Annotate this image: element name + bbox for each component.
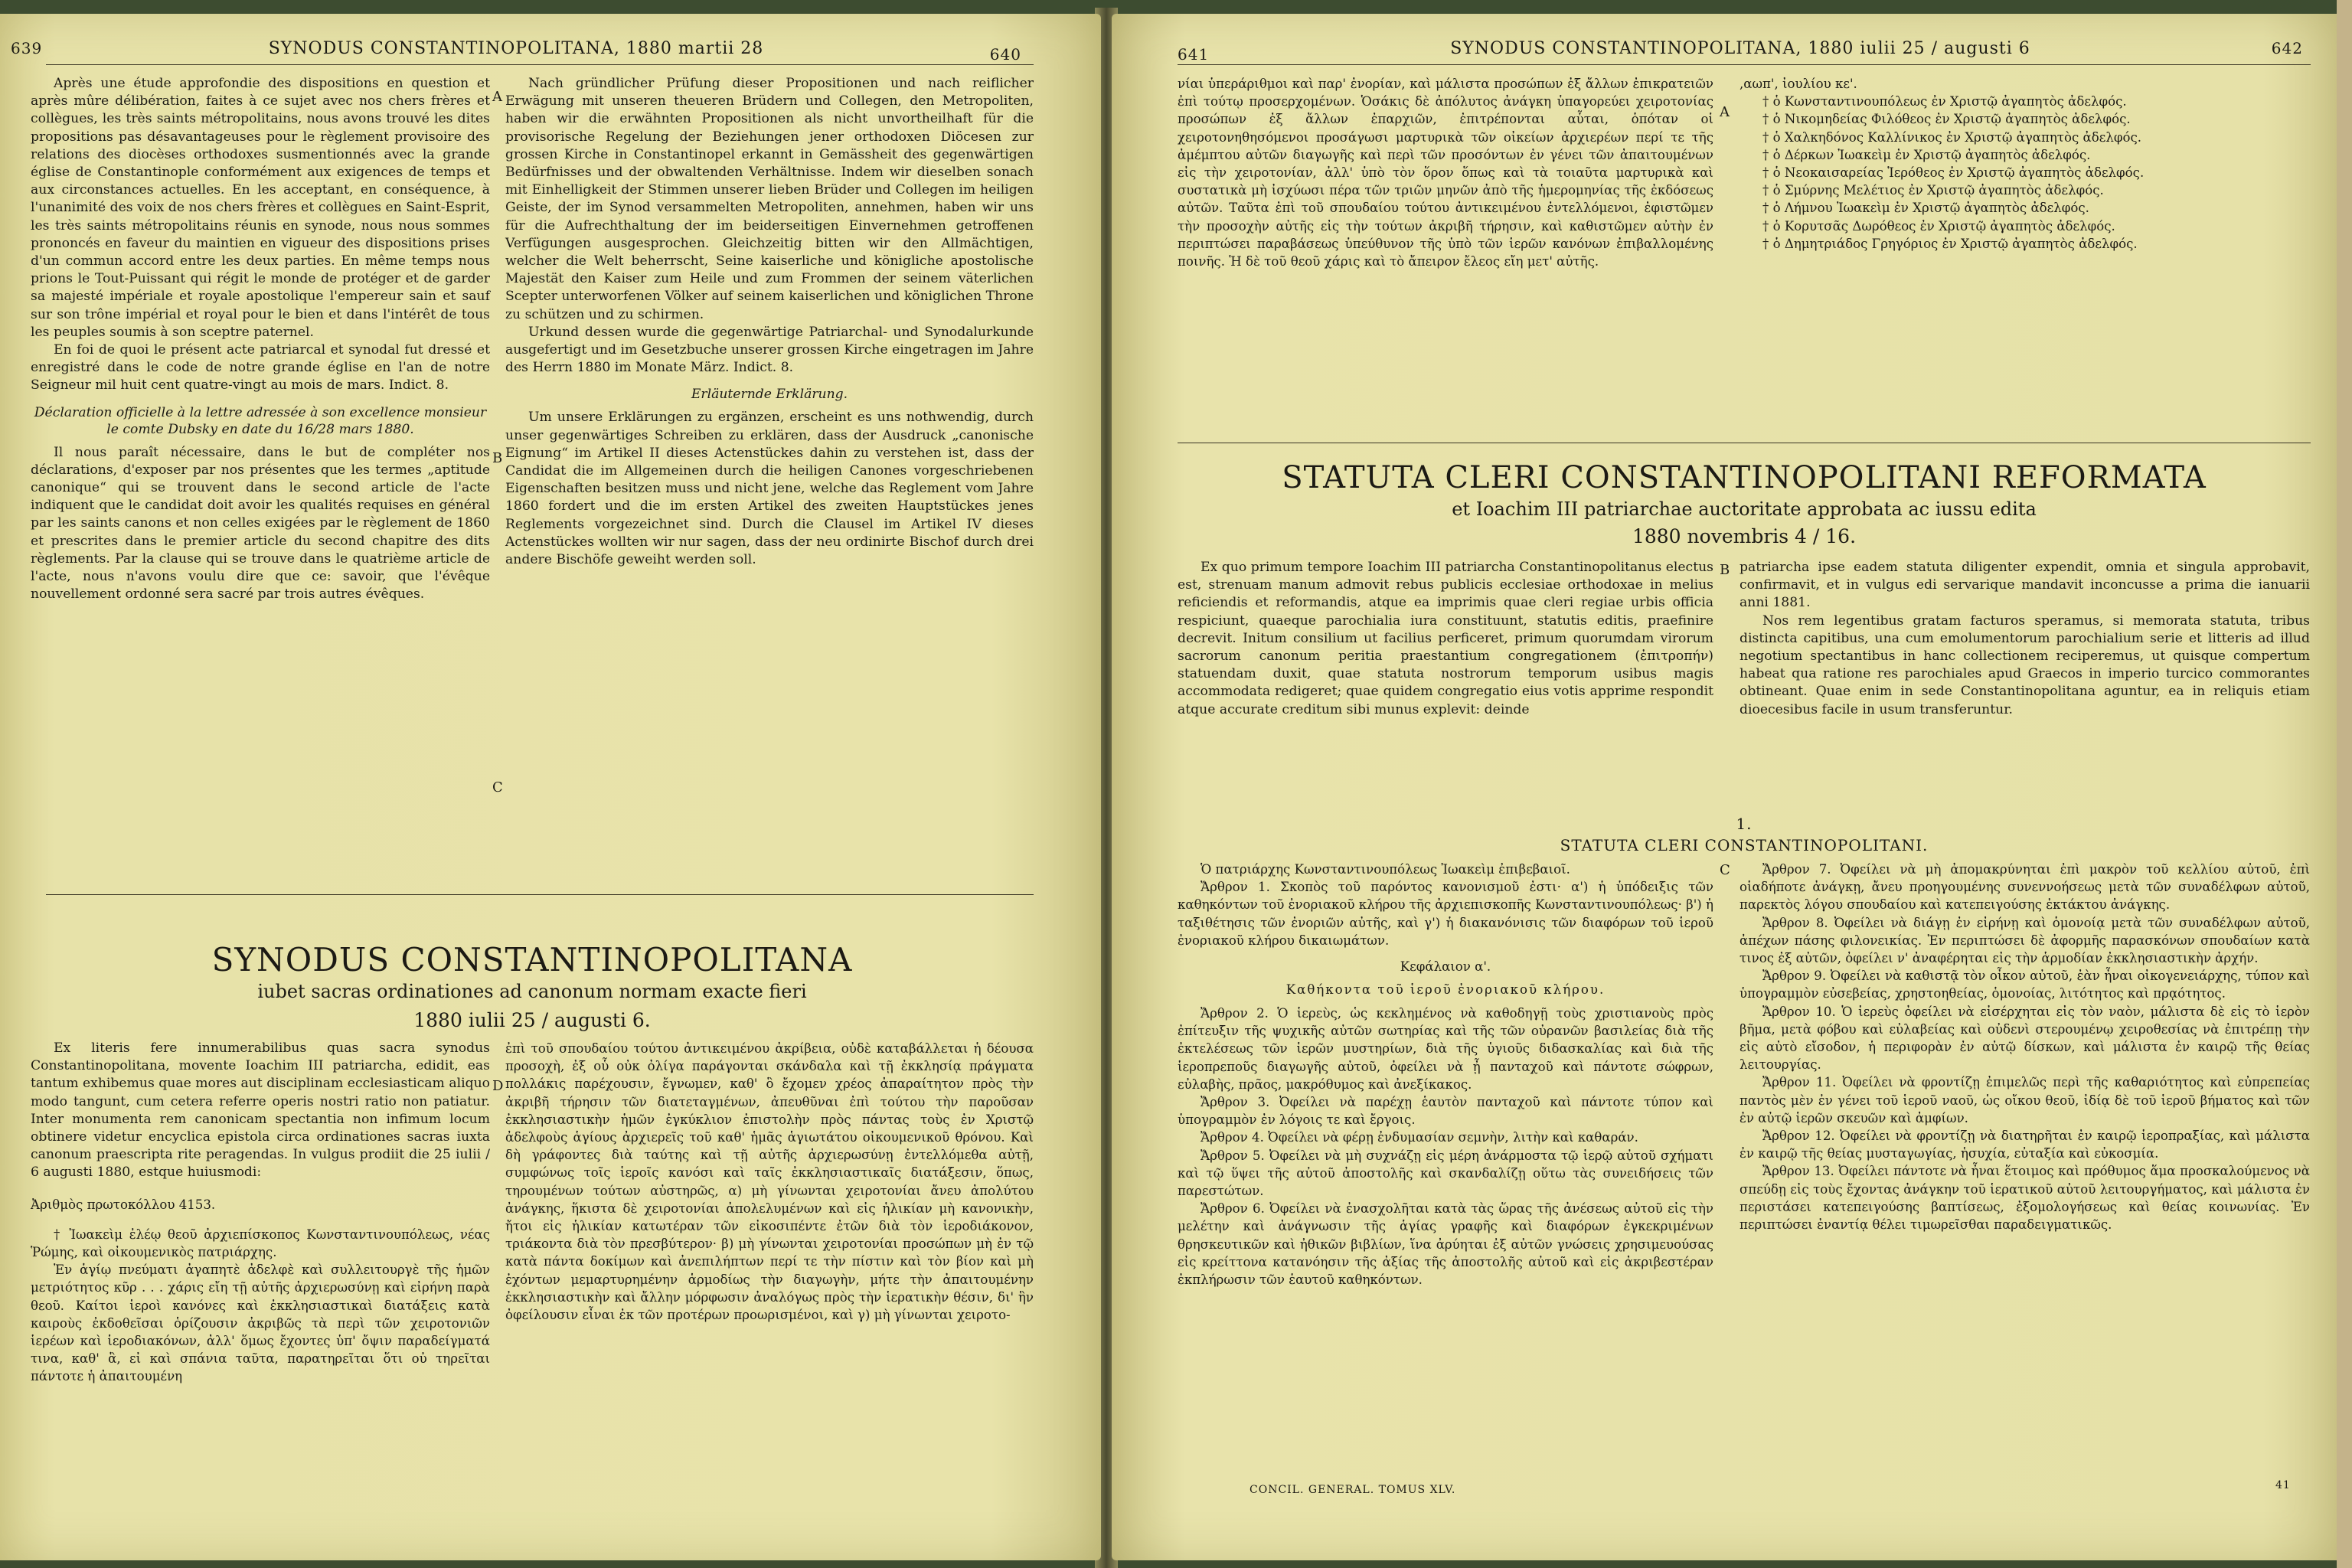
signature: † ὁ Νικομηδείας Φιλόθεος ἐν Χριστῷ ἀγαπητὸς ἀδελφός. xyxy=(1762,112,2131,127)
margin-marker: A xyxy=(492,89,502,105)
german-column xyxy=(505,75,1034,569)
article: Ἄρθρον 8. Ὀφείλει νὰ διάγῃ ἐν εἰρήνῃ καὶ ὁμονοίᾳ μετὰ τῶν συναδέλφων αὐτοῦ, ἀπέχων πάσης φιλονεικίας. Ἐν περιπτώσει δὲ ἀφορμῆς παρασκόνων σπουδαίων κατὰ τινος ἐξ αὐτῶν, ὀφείλει ν' ἀναφέρηται εἰς τὴν ἁρμοδίαν ἐκκλησιαστικὴν ἀρχήν. xyxy=(1740,915,2310,966)
signature: † ὁ Σμύρνης Μελέτιος ἐν Χριστῷ ἀγαπητὸς ἀδελφός. xyxy=(1762,183,2104,198)
signature: † ὁ Λήμνου Ἰωακεὶμ ἐν Χριστῷ ἀγαπητὸς ἀδελφός. xyxy=(1762,201,2089,216)
margin-marker: C xyxy=(1720,862,1730,878)
article: Ἄρθρον 9. Ὀφείλει νὰ καθιστᾷ τὸν οἶκον αὐτοῦ, ἐὰν ἦναι οἰκογενειάρχης, τύπον καὶ ὑπογραμμὸν εὐσεβείας, χρηστοηθείας, ὁμονοίας, λιτότητος καὶ πρᾳότητος. xyxy=(1740,969,2310,1001)
article: Ἄρθρον 4. Ὀφείλει νὰ φέρῃ ἐνδυμασίαν σεμνὴν, λιτὴν καὶ καθαράν. xyxy=(1200,1130,1638,1145)
page-number: 642 xyxy=(2271,39,2303,57)
section-date: 1880 iulii 25 / augusti 6. xyxy=(413,1009,651,1031)
paragraph: Ἐν ἁγίῳ πνεύματι ἀγαπητὲ ἀδελφὲ καὶ συλλειτουργὲ τῆς ἡμῶν μετριότητος κῦρ . . . χάρις εἴη τῇ αὐτῆς ἀρχιερωσύνῃ καὶ εἰρήνη παρὰ θεοῦ. Καίτοι ἱεροὶ κανόνες καὶ ἐκκλησιαστικαὶ διατάξεις κατὰ καιροὺς ἐκδοθεῖσαι ὁρίζουσιν ἀκριβῶς τὰ περὶ τῶν χειροτονιῶν ἱερέων καὶ ἱεροδιακόνων, ἀλλ' ὅμως ἔχοντες ὑπ' ὄψιν παραδείγματά τινα, καθ' ἃ, εἰ καὶ σπάνια ταῦτα, παρατηρεῖται ὅτι οὐ τηρεῖται πάντοτε ἡ ἀπαιτουμένη xyxy=(31,1263,490,1384)
chapter-title: Καθήκοντα τοῦ ἱεροῦ ἐνοριακοῦ κλήρου. xyxy=(1285,982,1606,998)
footer-signature: 41 xyxy=(2275,1479,2291,1491)
paragraph: ἐπὶ τοῦ σπουδαίου τούτου ἀντικειμένου ἀκρίβεια, οὐδὲ καταβάλλεται ἡ δέουσα προσοχὴ, ἐξ οὗ οὐκ ὀλίγα παράγονται σκάνδαλα καὶ τῇ ἐκκλησίᾳ πράγματα πολλάκις παρέχουσιν, ἔγνωμεν, καθ' ὃ ἔχομεν χρέος ἀπαραίτητον πρὸς τὴν ἀκριβῆ τήρησιν τῶν διατεταγμένων, ἀπευθῦναι ἐπὶ τούτου τὴν παροῦσαν ἐκκλησιαστικὴν ἡμῶν ἐγκύκλιον ἐπιστολὴν πρὸς πάντας τοὺς ἐν Χριστῷ ἀδελφοὺς ἁγίους ἀρχιερεῖς τοῦ καθ' ἡμᾶς ἁγιωτάτου οἰκουμενικοῦ θρόνου. Καὶ δὴ γράφοντες διὰ ταύτης καὶ τῇ αὐτῆς ἀρχιερωσύνῃ ἐντελλόμεθα αὐτῇ, συμφώνως τοῖς ἱεροῖς κανόσι καὶ ταῖς ἐκκλησιαστικαῖς διατάξεσιν, ὅπως, τηρουμένων τούτων αὐστηρῶς, α) μὴ γίνωνται χειροτονίαι ἄνευ ἀπολύτου ἀνάγκης, ἥκιστα δὲ χειροτονίαι ἀπολελυμένων καὶ εἰς ἡλικίαν μὴ κανονικὴν, ἤτοι εἰς ἡλικίαν κατωτέραν τῶν εἰκοσιπέντε ἐτῶν διὰ τὸν ἱεροδιάκονον, τριάκοντα διὰ τὸν πρεσβύτερον· β) μὴ γίνωνται χειροτονίαι προσώπων μὴ ἐν τῷ κατὰ πάντα δοκίμων καὶ ἀνεπιλήπτων περί τε τὴν πίστιν καὶ τὸν βίον καὶ μὴ ἐχόντων μεμαρτυρημένην ἁρμοδίως τὴν διαγωγὴν, μήτε τὴν ἀπαιτουμένην ἐκκλησιαστικὴν καὶ ἄλλην μόρφωσιν ἀναλόγως πρὸς τὴν ἱερατικὴν θέσιν, δι' ἣν ὀφείλουσιν εἶναι ἐκ τῶν προτέρων προωρισμένοι, καὶ γ) μὴ γίνωνται χειροτο- xyxy=(505,1041,1034,1323)
greek-column-2 xyxy=(505,1040,1034,1324)
page-number: 641 xyxy=(1178,45,1210,64)
running-title: SYNODUS CONSTANTINOPOLITANA, 1880 martii 28 xyxy=(268,38,764,58)
header-rule xyxy=(1178,64,2311,65)
protocol-number: Ἀριθμὸς πρωτοκόλλου 4153. xyxy=(31,1197,216,1212)
signature: † ὁ Νεοκαισαρείας Ἱερόθεος ἐν Χριστῷ ἀγαπητὸς ἀδελφός. xyxy=(1762,165,2145,181)
paragraph: Urkund dessen wurde die gegenwärtige Patriarchal- und Synodalurkunde ausgefertigt und im Gesetzbuche unserer grossen Kirche eingetragen im Jahre des Herrn 1880 im Monate März. Indict. 8. xyxy=(505,324,1034,376)
article: Ἄρθρον 10. Ὁ ἱερεὺς ὀφείλει νὰ εἰσέρχηται εἰς τὸν ναὸν, μάλιστα δὲ εἰς τὸ ἱερὸν βῆμα, μετὰ φόβου καὶ εὐλαβείας καὶ οὐδενὶ στερουμένῳ χειροθεσίας νὰ ἐπιτρέπῃ τὴν εἰς αὐτὸ εἴσοδον, ἡ περιφορὰν ἐν αὐτῷ δίσκων, καὶ μάλιστα ἐν καιρῷ τῆς θείας λειτουργίας. xyxy=(1740,1004,2310,1073)
paragraph: Il nous paraît nécessaire, dans le but de compléter nos déclarations, d'exposer par nos présentes que les termes „aptitude canonique“ qui se trouvent dans le second article de l'acte indiquent que le candidat doit avoir les qualités requises en général par les saints canons et non celles exigées par le règlement de 1860 et prescrites dans le premier article du second chapitre des dits règlements. Par la clause qui se trouve dans le quatrième article de l'acte, nous n'avons voulu dire que ce: savoir, que l'évêque nouvellement ordonné sera sacré par trois autres évêques. xyxy=(31,444,490,603)
header-rule xyxy=(46,64,1034,65)
article: Ἄρθρον 1. Σκοπὸς τοῦ παρόντος κανονισμοῦ ἐστι· α') ἡ ὑπόδειξις τῶν καθηκόντων τοῦ ἐνοριακοῦ κλήρου τῆς ἀρχιεπισκοπῆς Κωνσταντινουπόλεως· β') ἡ ταξιθέτησις τῶν ἐνοριῶν αὐτῆς, καὶ γ') ἡ διακανόνισις τῶν διαφόρων τοῦ ἱεροῦ ἐνοριακοῦ κλήρου δικαιωμάτων. xyxy=(1178,880,1713,948)
margin-marker: B xyxy=(1720,562,1730,578)
paragraph: Nach gründlicher Prüfung dieser Propositionen und nach reiflicher Erwägung mit unseren theueren Brüdern und Collegen, den Metropoliten, haben wir die erwähnten Propositionen als nicht unvortheilhaft für die provisorische Regelung der Beziehungen jener orthodoxen Diöcesen zur grossen Kirche in Constantinopel erkannt in Gemässheit des gegenwärtigen Bedürfnisses und der obwaltenden Verhältnisse. Indem wir dieselben sonach mit Einhelligkeit der Stimmen unserer lieben Brüder und Collegen im heiligen Geiste, der im Synod versammelten Metropoliten, annehmen, haben wir uns für die Aufrechthaltung der im beiderseitigen Einvernehmen getroffenen Verfügungen ausgesprochen. Gleichzeitig bitten wir den Allmächtigen, welcher die Welt beherrscht, Seine kaiserliche und königliche apostolische Majestät den Kaiser zum Heile und zum Frommen der seinem väterlichen Scepter unterworfenen Völker auf seinem kaiserlichen und königlichen Throne zu schützen und zu schirmen. xyxy=(505,76,1034,322)
page-number: 640 xyxy=(989,45,1021,64)
paragraph: † Ἰωακεὶμ ἐλέῳ θεοῦ ἀρχιεπίσκοπος Κωνσταντινουπόλεως, νέας Ῥώμης, καὶ οἰκουμενικὸς πατριάρχης. xyxy=(31,1227,490,1260)
latin-greek-column-1 xyxy=(31,1040,490,1386)
section-subtitle: iubet sacras ordinationes ad canonum normam exacte fieri xyxy=(257,981,807,1002)
signature: † ὁ Χαλκηδόνος Καλλίνικος ἐν Χριστῷ ἀγαπητὸς ἀδελφός. xyxy=(1762,129,2142,145)
article: Ἄρθρον 13. Ὀφείλει πάντοτε νὰ ἦναι ἕτοιμος καὶ πρόθυμος ἅμα προσκαλούμενος νὰ σπεύδῃ εἰς τοὺς ἔχοντας ἀνάγκην τοῦ ἱερατικοῦ αὐτοῦ λειτουργήματος, καὶ μάλιστα ἐν περιστάσει κατεπειγούσης βαπτίσεως, ἐξομολογήσεως καὶ θείας κοινωνίας. Ἐν περιπτώσει ἐναντίᾳ θέλει τιμωρεῖσθαι παραδειγματικῶς. xyxy=(1740,1164,2310,1233)
article: Ἄρθρον 6. Ὀφείλει νὰ ἐνασχολῆται κατὰ τὰς ὥρας τῆς ἀνέσεως αὐτοῦ εἰς τὴν μελέτην καὶ ἀνάγνωσιν τῆς ἁγίας γραφῆς καὶ διαφόρων ἐγκεκριμένων θρησκευτικῶν καὶ ἠθικῶν βιβλίων, ἵνα ἀρύηται ἐξ αὐτῶν γνώσεις χρησιμευούσας εἰς κρείττονα κατανόησιν τῆς ἀξίας τῆς ἀποστολῆς αὐτοῦ καὶ εἰς ἀκριβεστέραν ἐκπλήρωσιν τῶν ἑαυτοῦ καθηκόντων. xyxy=(1178,1201,1713,1288)
section-rule xyxy=(46,894,1034,895)
footer-volume: CONCIL. GENERAL. TOMUS XLV. xyxy=(1250,1484,1456,1496)
statutes-left-column xyxy=(1178,861,1713,1289)
signature: † ὁ Κωνσταντινουπόλεως ἐν Χριστῷ ἀγαπητὸς ἀδελφός. xyxy=(1762,94,2127,109)
left-page xyxy=(0,14,1101,1560)
signature: † ὁ Δημητριάδος Γρηγόριος ἐν Χριστῷ ἀγαπητὸς ἀδελφός. xyxy=(1762,236,2138,251)
statuta-title: STATUTA CLERI CONSTANTINOPOLITANI. xyxy=(1560,836,1929,854)
paragraph: Après une étude approfondie des dispositions en question et après mûre délibération, faites à ce sujet avec nos chers frères et collègues, les très saints métropolitains, nous avons trouvé les dites propositions pas désavantageuses pour le règlement provisoire des relations des diocèses orthodoxes susmentionnés avec la grande église de Constantinople conformément aux exigences de temps et aux circonstances actuelles. En les acceptant, en conséquence, à l'unanimité des voix de nos chers frères et collègues en Saint-Esprit, les très saints métropolitains réunis en synode, nous nous sommes prononcés en faveur du maintien en vigueur des dispositions prises d'un commun accord entre les deux parties. En même temps nous prions le Tout-Puissant qui régit le monde de protéger et de garder sa majesté impériale et royale apostolique l'empereur sain et sauf sur son trône impérial et royal pour le bien et dans l'intérêt de tous les peuples soumis à son sceptre paternel. xyxy=(31,76,490,340)
paragraph: νίαι ὑπεράριθμοι καὶ παρ' ἐνορίαν, καὶ μάλιστα προσώπων ἐξ ἄλλων ἐπικρατειῶν ἐπὶ τούτῳ προσερχομένων. Ὁσάκις δὲ ἀπόλυτος ἀνάγκη ὑπαγορεύει χειροτονίας προσώπων ἐξ ἄλλων ἐπαρχιῶν, ἐπιτρέπονται αὗται, ὁπόταν οἱ χειροτονηθησόμενοι προσάγωσι μαρτυρικὰ τῶν οἰκείων ἀρχιερέων περί τε τῆς ἀμέμπτου αὐτῶν διαγωγῆς καὶ περὶ τῶν προσόντων ἐν γένει τῶν ἀπαιτουμένων εἰς τὴν χειροτονίαν, ἀλλ' ὑπὸ τὸν ὅρον ὅπως καὶ τὰ τοιαῦτα μαρτυρικὰ καὶ συστατικὰ μὴ ἰσχύωσι πέρα τῶν τριῶν μηνῶν ἀπὸ τῆς ἡμερομηνίας τῆς ἐκδόσεως αὐτῶν. Ταῦτα ἐπὶ τοῦ σπουδαίου τούτου ἀντικειμένου ἐντελλόμενοι, ἐφιστῶμεν τὴν προσοχὴν αὐτῆς εἰς τὴν τούτων ἀκριβῆ τήρησιν, καὶ καθιστῶμεν αὐτὴν ἐν περιπτώσει παραβάσεως ὑπεύθυνον τῆς ὑπὸ τῶν ἱερῶν κανόνων ἐπιβαλλομένης ποινῆς. Ἡ δὲ τοῦ θεοῦ χάρις καὶ τὸ ἄπειρον ἔλεος εἴη μετ' αὐτῆς. xyxy=(1178,77,1713,270)
running-title: SYNODUS CONSTANTINOPOLITANA, 1880 iulii 25 / augusti 6 xyxy=(1450,38,2030,58)
latin-left-column xyxy=(1178,559,1713,719)
paragraph: Um unsere Erklärungen zu ergänzen, erscheint es uns nothwendig, durch unser gegenwärtiges Schreiben zu erklären, dass der Ausdruck „canonische Eignung“ im Artikel II dieses Actenstückes dahin zu verstehen ist, dass der Candidat die im Allgemeinen durch die heiligen Canones vorgeschriebenen Eigenschaften besitzen muss und nicht jene, welche das Reglement vom Jahre 1860 fordert und die im ersten Artikel des zweiten Hauptstückes jenes Reglements vorgezeichnet sind. Durch die Clausel im Artikel IV dieses Actenstückes wollten wir nur sagen, dass der neu ordinirte Bischof durch drei andere Bischöfe geweiht werden soll. xyxy=(505,410,1034,568)
paragraph: Ex literis fere innumerabilibus quas sacra synodus Constantinopolitana, movente Ioachim III patriarcha, edidit, eas tantum exhibemus quae mores aut disciplinam ecclesiasticam aliquo modo tangunt, cum cetera referre operis nostri ratio non patiatur. Inter monumenta rem canonicam spectantia non infimum locum obtinere videtur encyclica epistola circa ordinationes sacras iuxta canonum praescripta rite peragendas. In vulgus prodiit die 25 iulii / 6 augusti 1880, estque huiusmodi: xyxy=(31,1040,490,1181)
paragraph: patriarcha ipse eadem statuta diligenter expendit, omnia et singula approbavit, confirmavit, et in vulgus edi servarique mandavit inconcusse a prima die ianuarii anni 1881. xyxy=(1740,560,2310,611)
paragraph: En foi de quoi le présent acte patriarcal et synodal fut dressé et enregistré dans le code de notre grande église en l'an de notre Seigneur mil huit cent quatre-vingt au mois de mars. Indict. 8. xyxy=(31,342,490,394)
statutes-right-column xyxy=(1740,861,2310,1233)
article: Ἄρθρον 12. Ὀφείλει νὰ φροντίζῃ νὰ διατηρῆται ἐν καιρῷ ἱεροπραξίας, καὶ μάλιστα ἐν καιρῷ τῆς θείας μυσταγωγίας, ἡσυχία, εὐταξία καὶ εὐκοσμία. xyxy=(1740,1129,2310,1161)
article: Ἄρθρον 5. Ὀφείλει νὰ μὴ συχνάζῃ εἰς μέρη ἀνάρμοστα τῷ ἱερῷ αὐτοῦ σχήματι καὶ τῷ ὕψει τῆς αὐτοῦ ἀποστολῆς καὶ σκανδαλίζῃ οὕτω τὰς συνειδήσεις τῶν παρεστώτων. xyxy=(1178,1148,1713,1199)
margin-marker: D xyxy=(492,1078,504,1094)
latin-right-column xyxy=(1740,559,2310,719)
margin-marker: B xyxy=(492,450,503,466)
section-title: STATUTA CLERI CONSTANTINOPOLITANI REFORMATA xyxy=(1282,460,2207,495)
margin-marker: A xyxy=(1720,104,1730,120)
running-header-right xyxy=(1178,35,2303,64)
subheading: Erläuternde Erklärung. xyxy=(691,387,848,403)
paragraph: Ex quo primum tempore Ioachim III patriarcha Constantinopolitanus electus est, strenuam manum admovit rebus publicis ecclesiae orthodoxae in melius reficiendis et reformandis, atque ea imprimis quae cleri regiae urbis officia respiciunt, quaeque parochialia iura constituunt, statutis editis, praefinire decrevit. Initum consilium ut facilius perficeret, primum quorumdam virorum sacrorum canonum peritia praestantium congregationem (ἐπιτροπήν) statuendam duxit, quae statuta nostrorum temporum usibus magis accommodata redigeret; quae quidem congregatio eius votis apprime respondit atque accurate creditum sibi munus explevit: deinde xyxy=(1178,560,1713,717)
running-header-left xyxy=(11,35,1021,64)
article: Ἄρθρον 3. Ὀφείλει νὰ παρέχῃ ἑαυτὸν πανταχοῦ καὶ πάντοτε τύπον καὶ ὑπογραμμὸν ἐν λόγοις τε καὶ ἔργοις. xyxy=(1178,1095,1713,1128)
signature: † ὁ Δέρκων Ἰωακεὶμ ἐν Χριστῷ ἀγαπητὸς ἀδελφός. xyxy=(1762,147,2091,162)
date-line: ,αωπ', ἰουλίου κε'. xyxy=(1740,77,1857,91)
margin-marker: C xyxy=(492,779,503,795)
page-number: 639 xyxy=(11,39,43,57)
article: Ἄρθρον 11. Ὀφείλει νὰ φροντίζῃ ἐπιμελῶς περὶ τῆς καθαριότητος καὶ εὐπρεπείας παντὸς μὲν ἐν γένει τοῦ ἱεροῦ ναοῦ, ὡς οἴκου θεοῦ, ἰδίᾳ δὲ τοῦ ἱεροῦ βήματος καὶ τῶν ἐν αὐτῷ ἱερῶν σκευῶν καὶ ἀμφίων. xyxy=(1740,1075,2310,1125)
right-page xyxy=(1112,14,2337,1560)
signature: † ὁ Κορυτσᾶς Δωρόθεος ἐν Χριστῷ ἀγαπητὸς ἀδελφός. xyxy=(1762,218,2115,234)
article: Ἄρθρον 7. Ὀφείλει νὰ μὴ ἀπομακρύνηται ἐπὶ μακρὸν τοῦ κελλίου αὐτοῦ, ἐπὶ οἱαδήποτε ἀνάγκῃ, ἄνευ προηγουμένης συνεννοήσεως μετὰ τῶν συναδέλφων αὐτοῦ, παρεκτὸς λόγου σπουδαίου καὶ κατεπειγούσης ἐκτάκτου ἀνάγκης. xyxy=(1740,862,2310,913)
section-subtitle: et Ioachim III patriarchae auctoritate approbata ac iussu edita xyxy=(1452,498,2037,520)
section-title: SYNODUS CONSTANTINOPOLITANA xyxy=(211,941,853,978)
section-number: 1. xyxy=(1736,815,1753,833)
article: Ἄρθρον 2. Ὁ ἱερεὺς, ὡς κεκλημένος νὰ καθοδηγῇ τοὺς χριστιανοὺς πρὸς ἐπίτευξιν τῆς ψυχικῆς αὐτῶν σωτηρίας καὶ τῆς τῶν οὐρανῶν βασιλείας διὰ τῆς ἐκτελέσεως τῶν ἱερῶν μυστηρίων, διὰ τῆς ὑγιοῦς διδασκαλίας καὶ διὰ τῆς ἱεροπρεποῦς διαγωγῆς αὐτοῦ, ὀφείλει νὰ ᾖ πανταχοῦ καὶ πάντοτε σώφρων, εὐλαβὴς, πρᾶος, μακρόθυμος καὶ ἀνεξίκακος. xyxy=(1178,1006,1713,1092)
section-date: 1880 novembris 4 / 16. xyxy=(1632,525,1857,547)
subheading: Déclaration officielle à la lettre adressée à son excellence monsieur le comte Dubsky en date du 16/28 mars 1880. xyxy=(34,404,487,437)
book-edge xyxy=(2337,0,2352,1568)
paragraph: Nos rem legentibus gratam facturos speramus, si memorata statuta, tribus distincta capitibus, una cum emolumentorum parochialium serie et litteris ad illud negotium spectantibus in hanc collectionem reciperemus, ut quisque compertum habeat qua ratione res parochiales apud Graecos in imperio turcico commorantes obtineant. Quae enim in sede Constantinopolitana aguntur, ea in reliquis etiam dioecesibus facile in usum transferuntur. xyxy=(1740,612,2310,717)
french-column xyxy=(31,75,490,603)
greek-top-left-column xyxy=(1178,75,1713,270)
paragraph: Ὁ πατριάρχης Κωνσταντινουπόλεως Ἰωακεὶμ ἐπιβεβαιοῖ. xyxy=(1200,862,1570,877)
chapter-heading: Κεφάλαιον α'. xyxy=(1400,959,1491,975)
signatures-column xyxy=(1740,75,2310,253)
